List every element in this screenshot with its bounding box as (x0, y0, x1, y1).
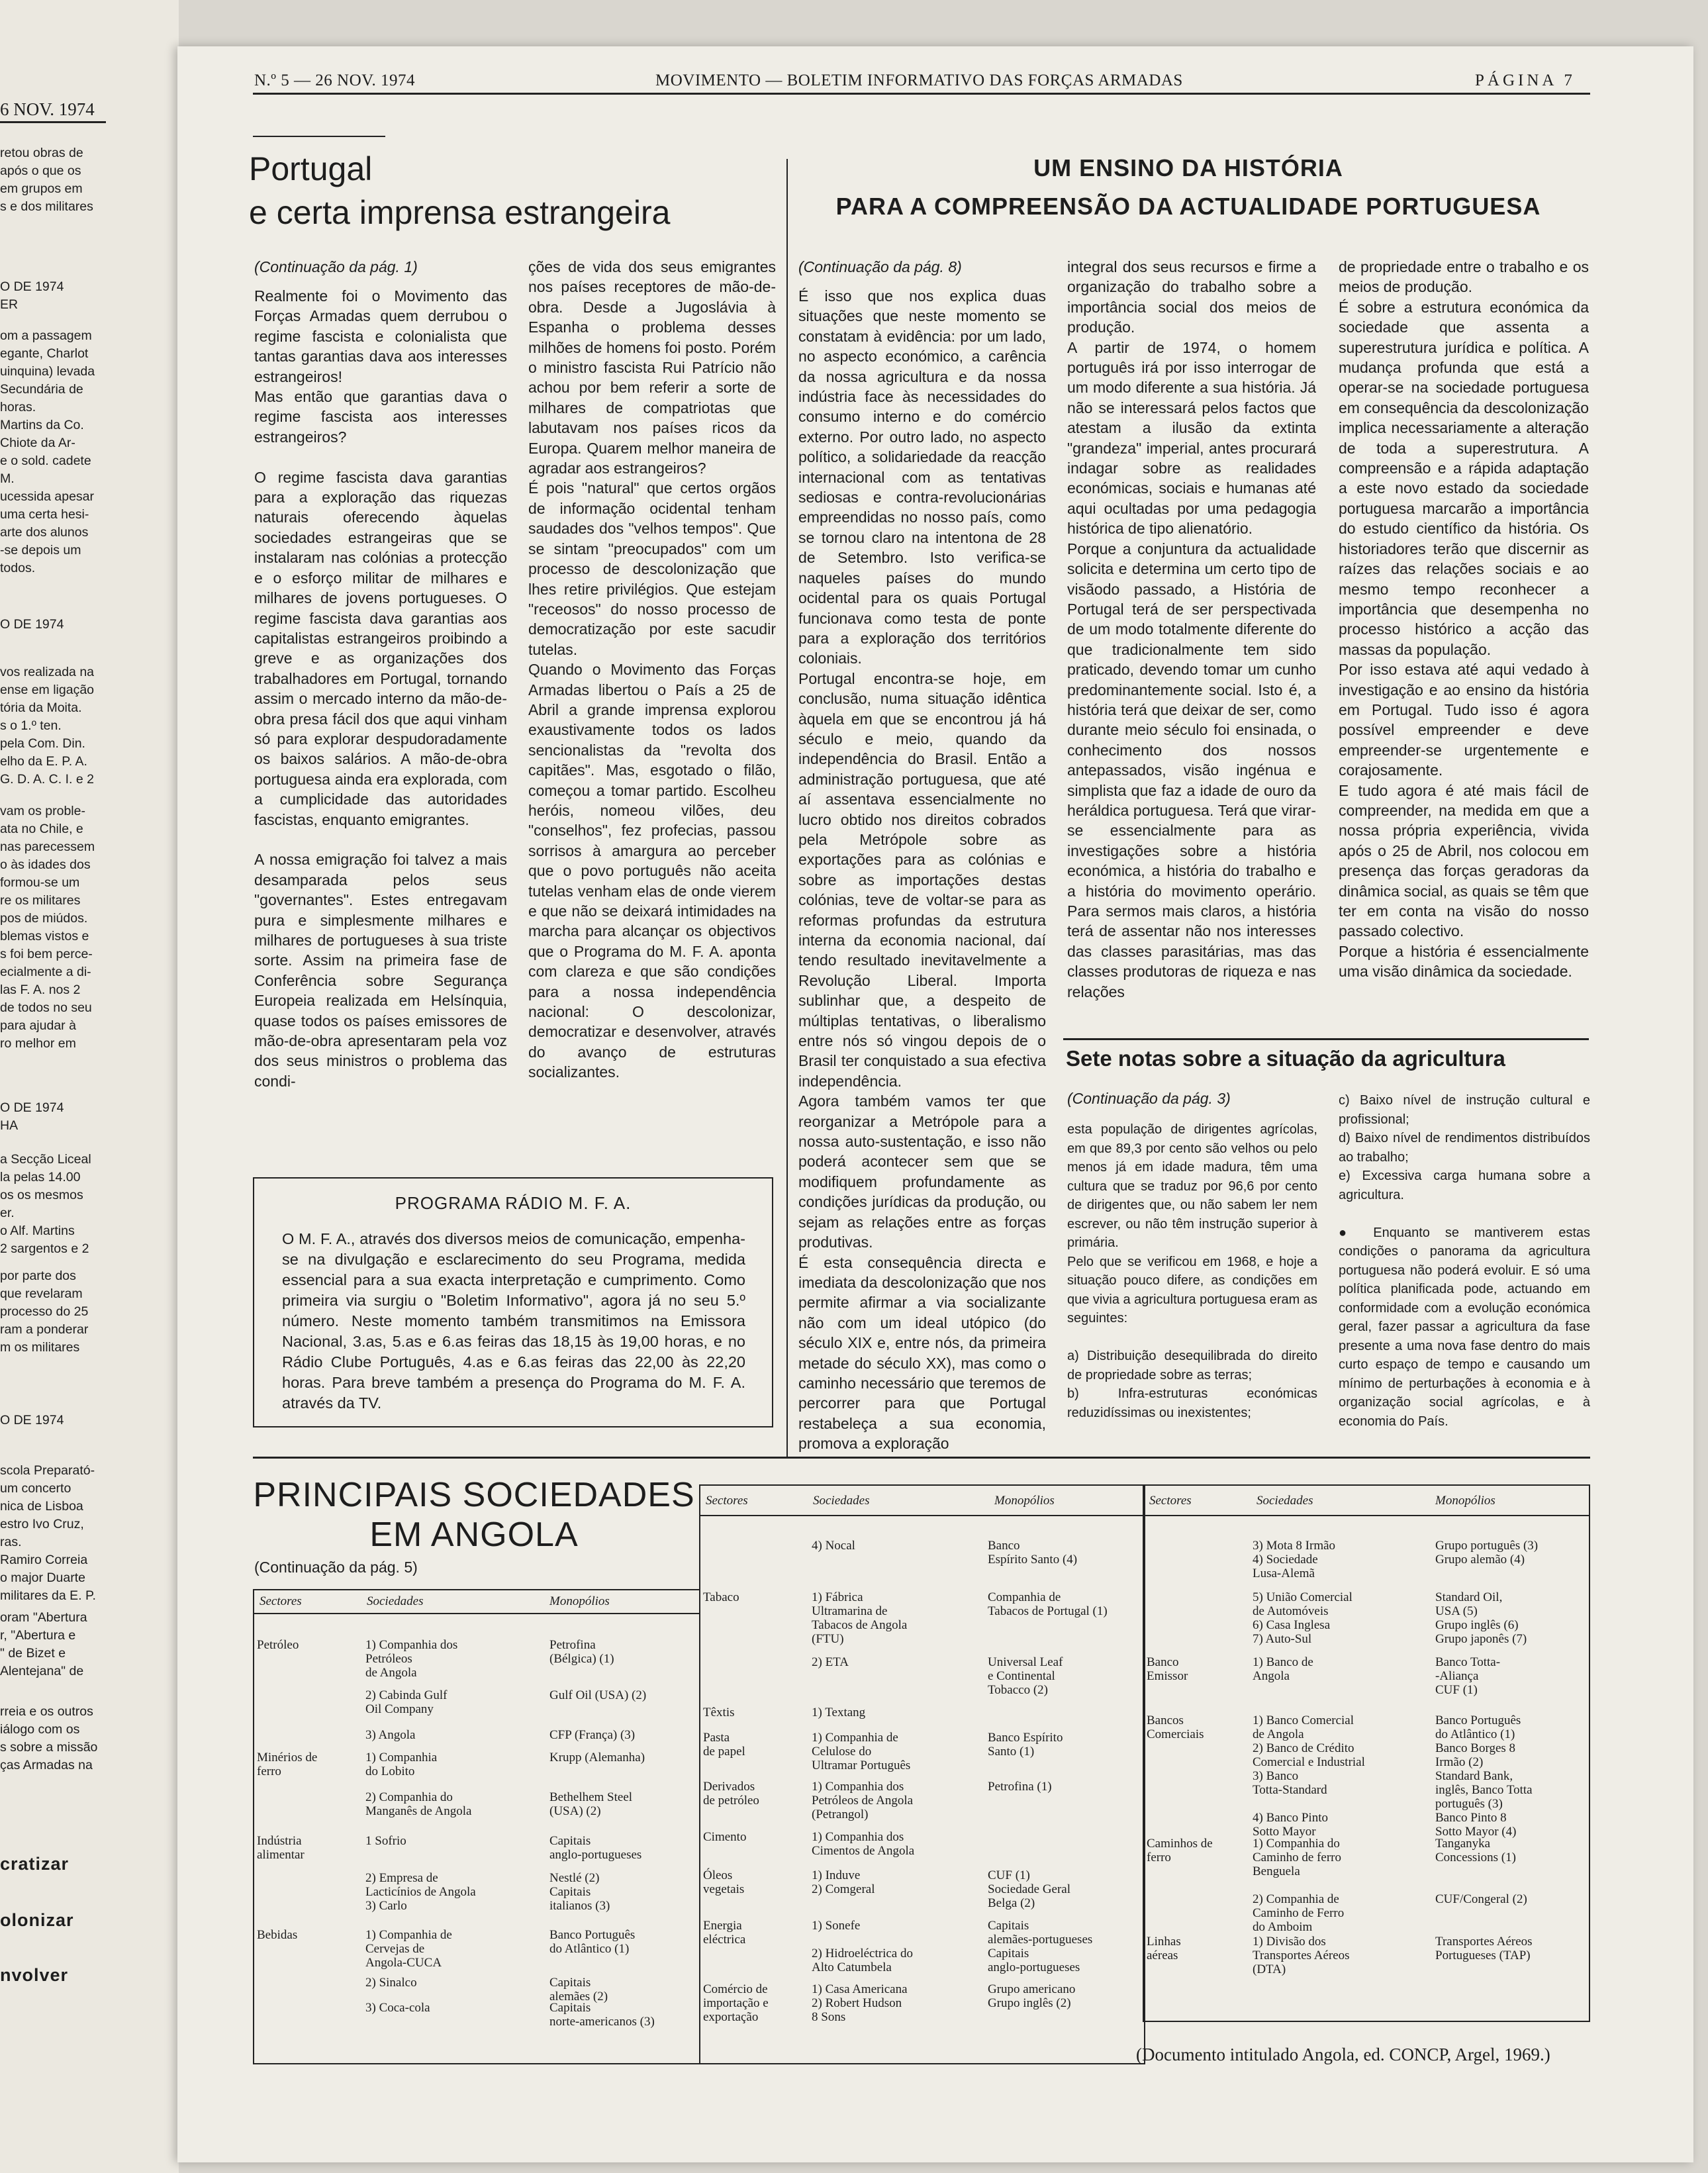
table2-header-monopolios: Monopólios (994, 1494, 1055, 1508)
publication-title: MOVIMENTO — BOLETIM INFORMATIVO DAS FORÇAS ARMADAS (655, 72, 1183, 89)
left-bold-word-3: nvolver (0, 1965, 69, 1985)
table3-header-sectores: Sectores (1149, 1494, 1192, 1508)
table1-header-sociedades: Sociedades (367, 1594, 424, 1608)
left-page-date: 6 NOV. 1974 (0, 99, 106, 123)
cell-company: 1) Companhia dos Petróleos de Angola (Petrangol) (812, 1780, 914, 1821)
cell-monopoly: Capitais anglo-portugueses (549, 1834, 642, 1862)
cell-sector: Indústria alimentar (257, 1834, 305, 1862)
article2-continuation: (Continuação da pág. 8) (798, 258, 962, 275)
cell-monopoly: Krupp (Alemanha) (549, 1751, 645, 1764)
agriculture-col1: esta população de dirigentes agrícolas, em que 89,3 por cento são velhos ou pelo menos já em idade madura, têm uma cultura que se traduz por 96,6 por cento de dirigentes que, ou não sabem ler nem escrever, ou não têm instrução superior à primária. Pelo que se verificou em 1968, e hoje a situação pouco difere, as condições em que vivia a agricultura portuguesa eram as seguintes: a) Distribuição desequilibrada do direito de propriedade sobre as terras; b) Infra-estruturas económicas reduzidíssimas ou inexistentes; (1067, 1122, 1317, 1420)
cell-sector: Petróleo (257, 1638, 299, 1652)
page-number: PÁGINA 7 (1475, 72, 1576, 89)
societies-rule (253, 1457, 1590, 1459)
cell-sector: Banco Emissor (1147, 1655, 1188, 1683)
cell-company: 4) Nocal (812, 1539, 855, 1553)
column-divider (786, 159, 788, 1457)
cell-monopoly: Bethelhem Steel (USA) (2) (549, 1790, 633, 1818)
cell-company: 1) Casa Americana 2) Robert Hudson 8 Sons (812, 1982, 908, 2024)
table3-header-sociedades: Sociedades (1257, 1494, 1313, 1508)
cell-monopoly: Tanganyka Concessions (1) CUF/Congeral (2) (1435, 1837, 1527, 1906)
cell-company: 2) Empresa de Lacticínios de Angola 3) Carlo (365, 1871, 476, 1913)
cell-monopoly: Banco Português do Atlântico (1) (549, 1928, 636, 1956)
cell-company: 1) Divisão dos Transportes Aéreos (DTA) (1253, 1935, 1350, 1976)
left-page-text-8: por parte dos que revelaram processo do 25 ram a ponderar m os militares (0, 1269, 89, 1355)
cell-sector: Bancos Comerciais (1147, 1714, 1204, 1741)
cell-company: 5) União Comercial de Automóveis 6) Casa Inglesa 7) Auto-Sul (1253, 1590, 1352, 1646)
cell-sector: Comércio de importação e exportação (703, 1982, 769, 2024)
header-rule-small (253, 136, 385, 137)
cell-monopoly: Standard Oil, USA (5) Grupo inglês (6) Grupo japonês (7) (1435, 1590, 1527, 1646)
article1-col1: Realmente foi o Movimento das Forças Armadas quem derrubou o regime fascista e colonialista que tantas garantias dava aos interesses estrangeiros! Mas então que garantias dava o regime fascista aos interesses estrangeiros? O regime fascista dava garantias para a exploração das riquezas naturais oferecendo àquelas sociedades estrangeiras que se instalaram nas colónias a protecção e o esforço militar de milhares e milhares de jovens portugueses. O regime fascista dava garantias aos capitalistas estrangeiros proibindo a greve e as organizações dos trabalhadores em Portugal, tornando assim o mercado interno da mão-de-obra presa fácil dos que aqui vinham só para explorar despudoradamente os baixos salários. A mão-de-obra portuguesa ainda era explorada, com a cumplicidade das autoridades fascistas, enquanto emigrantes. A nossa emigração foi talvez a mais desamparada pelos seus "governantes". Estes entregavam pura e simplesmente milhares e milhares de portugueses à sua triste sorte. Assim na primeira fase de Conferência sobre Segurança Europeia realizada em Helsínquia, quase todos os países emissores de mão-de-obra apresentaram pela voz dos seus ministros o problema das condi- (254, 287, 507, 1090)
cell-monopoly: Capitais norte-americanos (3) (549, 2001, 655, 2029)
cell-company: 1) Banco Comercial de Angola 2) Banco de Crédito Comercial e Industrial 3) Banco Totta-Standard 4) Banco Pinto Sotto Mayor (1253, 1714, 1365, 1839)
cell-monopoly: Companhia de Tabacos de Portugal (1) (988, 1590, 1108, 1618)
agriculture-continuation: (Continuação da pág. 3) (1067, 1090, 1231, 1107)
cell-sector: Minérios de ferro (257, 1751, 318, 1778)
article1-col2: ções de vida dos seus emigrantes nos países receptores de mão-de-obra. Desde a Jugoslávia à Espanha o problema desses milhões de homens foi posto. Porém o ministro fascista Rui Patrício não achou por bem referir a sorte de milhares de compatriotas que labutavam nos países ricos da Europa. Quarem melhor maneira de agradar aos estrangeiros? É pois "natural" que certos orgãos de informação ocidental tenham saudades dos "velhos tempos". Que se sintam "preocupados" com um processo de descolonização que lhes retire privilégios. Que estejam "receosos" do nosso processo de democratização por este sacudir tutelas. Quando o Movimento das Forças Armadas libertou o País a 25 de Abril a grande imprensa explorou exaustivamente todos os lados sencionalistas da "revolta dos capitães". Mas, esgotado o filão, começou a tomar partido. Escolheu heróis, nomeou vilões, deu "conselhos", fez profecias, passou sorrisos à amargura ao perceber que o povo português não aceita tutelas venham elas de onde vierem e que não se deixará intimidades na marcha para alcançar os objectivos que o Programa do M. F. A. aponta com clareza e que são condições para a nossa independência nacional: O descolonizar, democratizar e desenvolver, através do avanço de estruturas socializantes. (528, 258, 776, 1081)
cell-monopoly: Petrofina (1) (988, 1780, 1052, 1794)
table2-header-sociedades: Sociedades (813, 1494, 870, 1508)
societies-title: PRINCIPAIS SOCIEDADES EM ANGOLA (253, 1476, 695, 1554)
cell-company: 1) Sonefe 2) Hidroeléctrica do Alto Catumbela (812, 1919, 913, 1974)
cell-company: 3) Mota 8 Irmão 4) Sociedade Lusa-Alemã (1253, 1539, 1336, 1580)
left-page-text-5: vam os proble- ata no Chile, e nas parecessem o às idades dos formou-se um re os militares pos de miúdos. blemas vistos e s foi bem perce- ecialmente a di- las F. A. nos 2 de todos no seu para ajudar à ro melhor em (0, 804, 95, 1051)
cell-company: 3) Angola (365, 1728, 416, 1742)
cell-monopoly: CUF (1) Sociedade Geral Belga (2) (988, 1868, 1071, 1910)
cell-monopoly: Banco Espírito Santo (1) (988, 1731, 1063, 1759)
cell-monopoly: Banco Espírito Santo (4) (988, 1539, 1078, 1567)
cell-company: 1) Induve 2) Comgeral (812, 1868, 875, 1896)
cell-sector: Derivados de petróleo (703, 1780, 759, 1808)
cell-company: 1) Companhia de Cervejas de Angola-CUCA (365, 1928, 452, 1970)
societies-table-2 (699, 1484, 1145, 2064)
cell-company: 2) Sinalco (365, 1976, 417, 1990)
cell-sector: Linhas aéreas (1147, 1935, 1181, 1962)
cell-monopoly: Grupo português (3) Grupo alemão (4) (1435, 1539, 1539, 1567)
cell-sector: Óleos vegetais (703, 1868, 745, 1896)
left-bold-word-2: olonizar (0, 1910, 74, 1930)
cell-monopoly: Banco Totta- -Aliança CUF (1) (1435, 1655, 1501, 1697)
left-page-text-11: oram "Abertura r, "Abertura e " de Bizet e Alentejana" de (0, 1610, 87, 1678)
societies-table-3 (1143, 1484, 1590, 2022)
agriculture-rule (1063, 1038, 1589, 1040)
left-page-text-4: vos realizada na ense em ligação tória da Moita. s o 1.º ten. pela Com. Din. elho da E. P. A. G. D. A. C. I. e 2 (0, 665, 95, 787)
issue-number: N.º 5 — 26 NOV. 1974 (254, 72, 415, 89)
cell-monopoly: Petrofina (Bélgica) (1) (549, 1638, 614, 1666)
cell-sector: Pasta de papel (703, 1731, 745, 1759)
cell-company: 1) Companhia de Celulose do Ultramar Português (812, 1731, 911, 1772)
cell-company: 1) Companhia dos Petróleos de Angola (365, 1638, 458, 1680)
cell-monopoly: CFP (França) (3) (549, 1728, 636, 1742)
cell-monopoly: Gulf Oil (USA) (2) (549, 1688, 647, 1702)
agriculture-title: Sete notas sobre a situação da agricultura (1066, 1046, 1505, 1071)
cell-sector: Tabaco (703, 1590, 739, 1604)
cell-monopoly: Grupo americano Grupo inglês (2) (988, 1982, 1076, 2010)
cell-company: 1 Sofrio (365, 1834, 406, 1848)
cell-monopoly: Transportes Aéreos Portugueses (TAP) (1435, 1935, 1533, 1962)
header-rule (253, 93, 1590, 95)
table1-header-monopolios: Monopólios (549, 1594, 610, 1608)
left-page-text-6: O DE 1974 HA (0, 1100, 64, 1133)
cell-company: 3) Coca-cola (365, 2001, 430, 2015)
left-page-text-7: a Secção Liceal la pelas 14.00 os os mesmos er. o Alf. Martins 2 sargentos e 2 (0, 1152, 91, 1256)
left-page-text-10: scola Preparató- um concerto nica de Lisboa estro Ivo Cruz, ras. Ramiro Correia o major Duarte militares da E. P. (0, 1463, 96, 1603)
cell-monopoly: Nestlé (2) Capitais italianos (3) (549, 1871, 610, 1913)
societies-table-1 (253, 1589, 700, 2064)
left-page-text-3: O DE 1974 (0, 617, 64, 632)
radio-program-box (253, 1177, 773, 1427)
article2-col3: de propriedade entre o trabalho e os meios de produção. É sobre a estrutura económica da sociedade que assenta a superestrutura jurídica e política. A mudança profunda que está a operar-se na sociedade portuguesa em consequência da descolonização implica necessariamente a alteração de toda a superestrutura. A compreensão e a rápida adaptação a este novo estado da sociedade portuguesa marcarão a importância do estudo científico da história. Os historiadores terão que discernir as raízes das relações sociais e ao mesmo tempo reconhecer a importância que desempenha no processo histórico a acção das massas da população. Por isso estava até aqui vedado à investigação e ao ensino da história em Portugal. Tudo isso é agora possível empreender e deve empreender-se urgentemente e corajosamente. E tudo agora é até mais fácil de compreender, na medida em que a nossa própria experiência, vivida após o 25 de Abril, nos colocou em presença das forças geradoras da dinâmica social, as quais se têm que ter em conta na visão do nosso passado colectivo. Porque a história é essencialmente uma visão dinâmica da sociedade. (1339, 258, 1589, 981)
left-page-fragment (0, 0, 179, 2173)
cell-company: 1) Companhia dos Cimentos de Angola (812, 1830, 915, 1858)
article1-title: Portugal e certa imprensa estrangeira (249, 150, 671, 231)
cell-monopoly: Universal Leaf e Continental Tobacco (2) (988, 1655, 1063, 1697)
cell-company: 2) ETA (812, 1655, 849, 1669)
cell-company: 2) Companhia do Manganês de Angola (365, 1790, 472, 1818)
agriculture-col2: c) Baixo nível de instrução cultural e profissional; d) Baixo nível de rendimentos distribuídos ao trabalho; e) Excessiva carga humana sobre a agricultura. ● Enquanto se mantiverem estas condições o panorama da agricultura portuguesa não poderá evoluir. E só uma política planificada pode, actuando em conformidade com a evolução económica geral, fazer passar a agricultura da fase presente a uma nova fase dentro do mais curto espaço de tempo e causando um mínimo de perturbações à economia e à organização social agrícolas, e à economia do País. (1339, 1093, 1590, 1429)
cell-company: 1) Companhia do Lobito (365, 1751, 438, 1778)
cell-monopoly: Capitais alemães (2) (549, 1976, 608, 2004)
cell-monopoly: Banco Português do Atlântico (1) Banco Borges 8 Irmão (2) Standard Bank, inglês, Banco Totta português (3) Banco Pinto 8 Sotto Mayor (4) (1435, 1714, 1533, 1839)
cell-sector: Cimento (703, 1830, 747, 1844)
cell-company: 1) Textang (812, 1706, 866, 1719)
left-bold-word-1: cratizar (0, 1854, 70, 1874)
radio-title: PROGRAMA RÁDIO M. F. A. (395, 1193, 632, 1213)
cell-company: 1) Companhia do Caminho de ferro Benguela 2) Companhia de Caminho de Ferro do Amboim (1253, 1837, 1345, 1934)
societies-continuation: (Continuação da pág. 5) (254, 1559, 418, 1576)
cell-sector: Têxtis (703, 1706, 735, 1719)
article2-title: UM ENSINO DA HISTÓRIA PARA A COMPREENSÃO DA ACTUALIDADE PORTUGUESA (835, 154, 1541, 220)
cell-monopoly: Capitais alemães-portugueses Capitais anglo-portugueses (988, 1919, 1093, 1974)
table3-header-monopolios: Monopólios (1435, 1494, 1495, 1508)
article2-col2: integral dos seus recursos e firme a organização do trabalho sobre a importância social dos meios de produção. A partir de 1974, o homem português irá por isso interrogar de um modo diferente a sua história. Já não se interessará pelos factos que atestam a ilusão da extinta "grandeza" imperial, antes procurará indagar sobre as realidades económicas, sociais e humanas até aqui ocultadas por uma pedagogia histórica de tipo alienatório. Porque a conjuntura da actualidade solicita e determina um certo tipo de visãodo passado, a História de Portugal terá de ser perspectivada de um modo totalmente diferente do que tradicionalmente tem sido praticado, devendo tomar um cunho predominantemente social. Isto é, a história terá que deixar de ser, como durante meio século foi ensinada, o conhecimento dos nossos antepassados, visão ingénua e simplista que faz a idade de ouro da heráldica portuguesa. Terá que virar-se essencialmente para as investigações sobre a história económica, a história do trabalho e a história do movimento operário. Para sermos mais claros, a história terá de assentar não nos interesses das classes parasitárias, mas das classes produtoras de riqueza e nas relações (1067, 258, 1316, 1000)
article1-continuation: (Continuação da pág. 1) (254, 258, 418, 275)
cell-sector: Energia eléctrica (703, 1919, 746, 1947)
cell-company: 1) Fábrica Ultramarina de Tabacos de Angola (FTU) (812, 1590, 908, 1646)
cell-company: 1) Banco de Angola (1253, 1655, 1313, 1683)
left-page-text-0: retou obras de após o que os em grupos em s e dos militares (0, 146, 93, 214)
left-page-text-2: om a passagem egante, Charlot uinquina) levada Secundária de horas. Martins da Co. Chiote da Ar- e o sold. cadete M. ucessida apesar uma certa hesi- arte dos alunos -se depois um todos. (0, 328, 95, 575)
article2-col1: É isso que nos explica duas situações que neste momento se constatam à evidência: por um lado, no aspecto económico, a carência da nossa agricultura e da nossa indústria face às necessidades do consumo interno e do comércio externo. Por outro lado, no aspecto político, a solidariedade da reacção internacional com as tentativas sediosas e contra-revolucionárias empreendidas no nosso país, como se tornou claro na intentona de 28 de Setembro. Isto verifica-se naqueles países do mundo ocidental para os quais Portugal funcionava como testa de ponte para a exploração dos territórios coloniais. Portugal encontra-se hoje, em conclusão, numa situação idêntica àquela em que se encontrou já há século e meio, quando da independência do Brasil. Então a administração portuguesa, que até aí assentava essencialmente no lucro obtido nos direitos cobrados pela Metrópole sobre as exportações para as colónias e sobre as importações destas colónias, teve de voltar-se para as reformas profundas da estrutura interna da economia nacional, daí tendo resultado inevitavelmente a Revolução Liberal. Importa sublinhar que, a despeito de múltiplas tentativas, o liberalismo entre nós só vingou depois de o Brasil ter conquistado a sua efectiva independência. Agora também vamos ter que reorganizar a Metrópole para a nossa auto-sustentação, e isso não poderá acontecer sem que se modifiquem profundamente as condições jurídicas da produção, ou sejam as relações entre as forças produtivas. É esta consequência directa e imediata da descolonização que nos permite afirmar a via socializante não com um ideal utópico (do século XIX e, entre nós, da primeira metade do século XX), mas como o caminho necessário que teremos de percorrer para que Portugal restabeleça a sua economia, promova a exploração (798, 287, 1046, 1453)
cell-company: 2) Cabinda Gulf Oil Company (365, 1688, 448, 1716)
cell-sector: Caminhos de ferro (1147, 1837, 1213, 1864)
source-note: (Documento intitulado Angola, ed. CONCP, Argel, 1969.) (1136, 2045, 1550, 2064)
left-page-text-12: rreia e os outros iálogo com os s sobre a missão ças Armadas na (0, 1704, 98, 1772)
cell-sector: Bebidas (257, 1928, 298, 1942)
radio-body: O M. F. A., através dos diversos meios de comunicação, empenha-se na divulgação e esclarecimento do seu Programa, medida essencial para a sua exacta interpretação e cumprimento. Como primeira via surgiu o "Boletim Informativo", agora já no seu 5.º número. Neste momento também transmitimos na Emissora Nacional, 3.as, 5.as e 6.as feiras das 18,15 às 19,00 horas, e no Rádio Clube Português, 4.as e 6.as feiras das 22,00 às 22,20 horas. Para breve também a presença do Programa do M. F. A. através da TV. (282, 1230, 745, 1412)
table2-header-sectores: Sectores (706, 1494, 748, 1508)
table1-header-sectores: Sectores (260, 1594, 302, 1608)
left-page-text-9: O DE 1974 (0, 1413, 64, 1427)
left-page-text-1: O DE 1974 ER (0, 279, 64, 312)
